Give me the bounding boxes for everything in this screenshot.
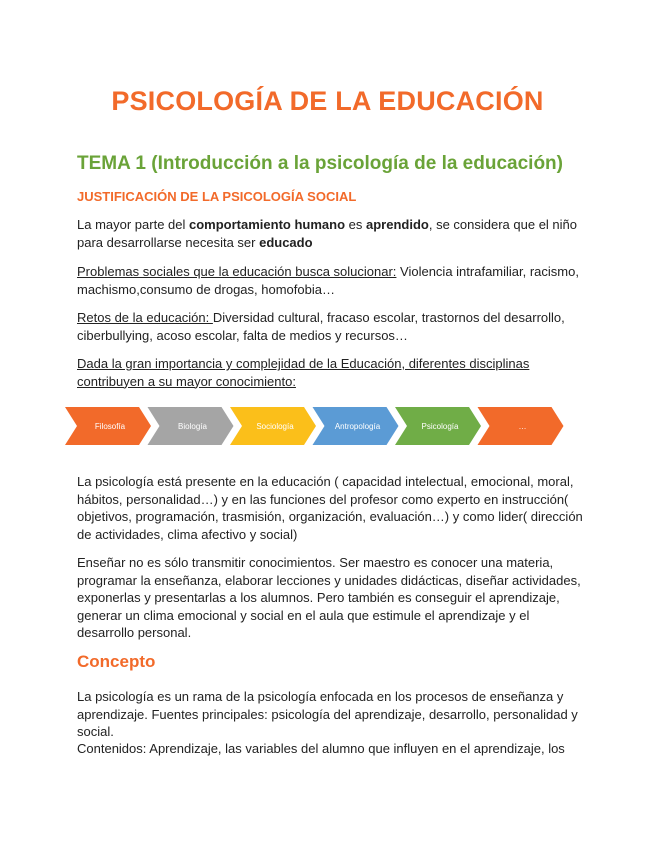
paragraph-psicologia-presente: La psicología está presente en la educación ( capacidad intelectual, emocional, moral, hábitos, personalidad…) y en las funciones del profesor como experto en instrucción( objetivos, programación, trasmisión, organización, evaluación…) y como lider( dirección de actividades, clima afectivo y social)	[77, 474, 583, 542]
problemas-label: Problemas sociales que la educación busca solucionar:	[77, 264, 397, 279]
paragraph-contenidos: Contenidos: Aprendizaje, las variables del alumno que influyen en el aprendizaje, los	[77, 741, 565, 756]
paragraph-comportamiento	[77, 216, 587, 251]
p1-bold-comportamiento: comportamiento humano	[189, 217, 346, 232]
chevron-label-4: Antropología	[334, 422, 381, 431]
chevron-label-1: Filosofía	[94, 422, 126, 431]
document-title: PSICOLOGÍA DE LA EDUCACIÓN	[111, 86, 544, 116]
paragraph-concepto: La psicología es un rama de la psicología enfocada en los procesos de enseñanza y aprendizaje. Fuentes principales: psicología del aprendizaje, desarrollo, personalidad y social.	[77, 689, 578, 739]
p1-text-e: , se considera que el niño para desarrollarse necesita ser	[77, 217, 577, 250]
paragraph-retos	[77, 309, 587, 344]
tema-heading: TEMA 1 (Introducción a la psicología de la educación)	[77, 153, 563, 174]
p1-text-c: es	[345, 217, 366, 232]
retos-label: Retos de la educación:	[77, 310, 213, 325]
problemas-text: Violencia intrafamiliar, racismo, machismo,consumo de drogas, homofobia…	[77, 264, 579, 297]
concepto-heading: Concepto	[77, 652, 156, 671]
p1-text-a: La mayor parte del	[77, 217, 190, 232]
chevron-label-2: Biología	[178, 422, 207, 431]
paragraph-problemas	[77, 263, 587, 298]
p1-bold-educado: educado	[259, 234, 313, 250]
chevron-label-3: Sociología	[256, 422, 294, 431]
paragraph-disciplinas: Dada la gran importancia y complejidad de la Educación, diferentes disciplinas contribuyen a su mayor conocimiento:	[77, 356, 530, 389]
disciplines-chevron-diagram	[65, 407, 565, 445]
chevron-label-5: Psicología	[421, 422, 459, 431]
paragraph-ensenar: Enseñar no es sólo transmitir conocimientos. Ser maestro es conocer una materia, programar la enseñanza, elaborar lecciones y unidades didácticas, diseñar actividades, exponerlas y presentarlas a los alumnos. Pero también es conseguir el aprendizaje, generar un clima emocional y social en el aula que estimule el aprendizaje y el desarrollo personal.	[77, 555, 581, 640]
section-subheading: JUSTIFICACIÓN DE LA PSICOLOGÍA SOCIAL	[77, 189, 357, 204]
chevron-label-6: …	[518, 422, 527, 431]
retos-text: Diversidad cultural, fracaso escolar, trastornos del desarrollo, ciberbullying, acoso escolar, falta de medios y recursos…	[77, 310, 565, 343]
p1-bold-aprendido: aprendido	[366, 217, 429, 232]
